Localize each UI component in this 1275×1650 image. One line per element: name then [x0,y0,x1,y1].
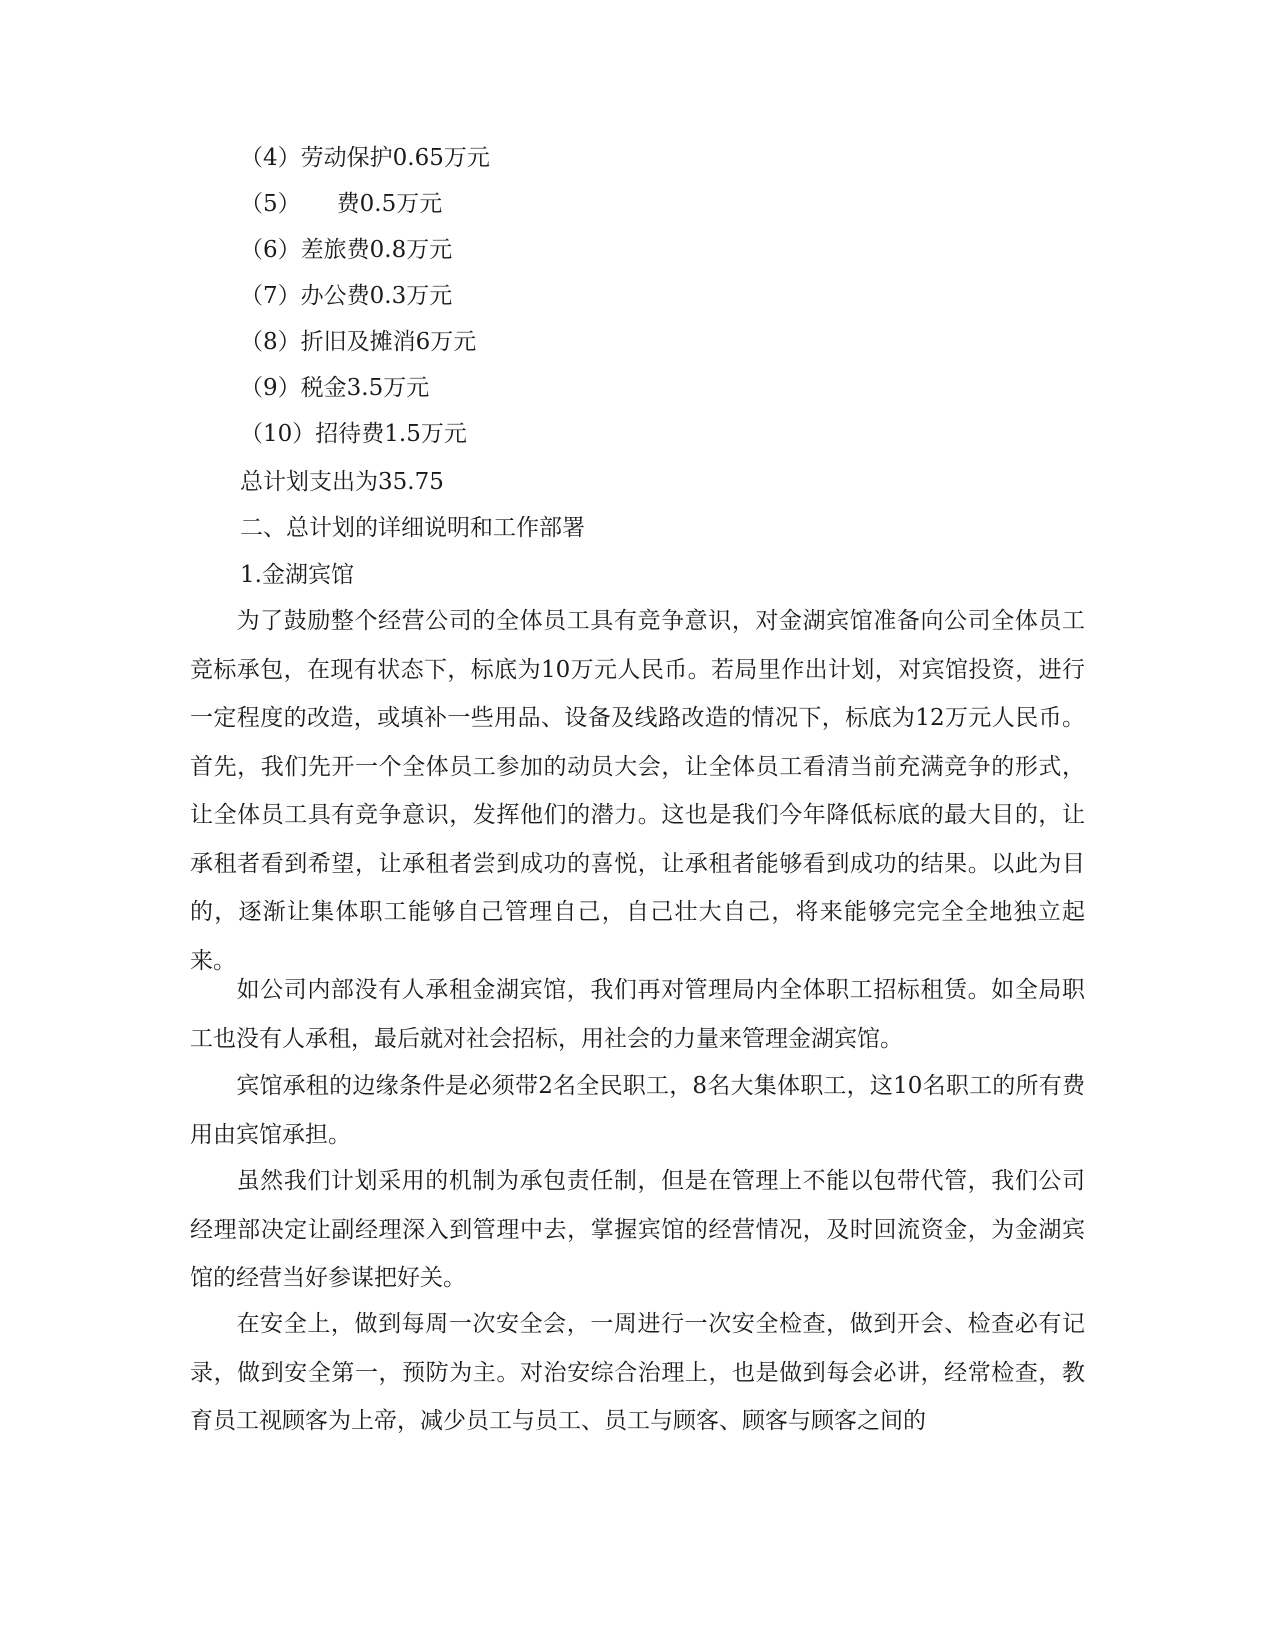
expense-item-9 [240,373,429,403]
subsection-heading: 1.金湖宾馆 [240,562,354,588]
item-number: （6） [240,237,301,263]
paragraph-text: 虽然我们计划采用的机制为承包责任制，但是在管理上不能以包带代管，我们公司经理部决定让副经理深入到管理中去，掌握宾馆的经营情况，及时回流资金，为金湖宾馆的经营当好参谋把好关。 [190,1168,1085,1291]
expense-item-10 [240,419,467,449]
item-text: 差旅费0.8万元 [300,237,453,263]
paragraph-text: 如公司内部没有人承租金湖宾馆，我们再对管理局内全体职工招标租赁。如全局职工也没有人承租，最后就对社会招标，用社会的力量来管理金湖宾馆。 [190,977,1085,1052]
item-number: （8） [240,329,301,355]
item-text: 税金3.5万元 [300,375,430,401]
paragraph-3 [190,1062,1085,1159]
paragraph-2 [190,966,1085,1063]
paragraph-text: 宾馆承租的边缘条件是必须带2名全民职工，8名大集体职工，这10名职工的所有费用由宾馆承担。 [190,1073,1085,1148]
item-text: 办公费0.3万元 [300,283,453,309]
paragraph-1 [190,597,1085,985]
item-number: （4） [240,145,301,171]
paragraph-5 [190,1300,1085,1446]
item-number: （7） [240,283,301,309]
expense-item-7 [240,281,452,311]
expense-item-5 [240,189,442,219]
item-number: （9） [240,375,301,401]
paragraph-text: 在安全上，做到每周一次安全会，一周进行一次安全检查，做到开会、检查必有记录，做到安全第一，预防为主。对治安综合治理上，也是做到每会必讲，经常检查，教育员工视顾客为上帝，减少员工与员工、员工与顾客、顾客与顾客之间的 [190,1311,1085,1434]
item-text: 招待费1.5万元 [315,421,467,447]
item-number: （10） [240,421,316,447]
expense-item-6 [240,235,452,265]
item-text: 费0.5万元 [336,191,443,217]
item-number: （5） [240,191,301,217]
section-heading: 二、总计划的详细说明和工作部署 [240,515,585,541]
paragraph-text: 为了鼓励整个经营公司的全体员工具有竞争意识，对金湖宾馆准备向公司全体员工竞标承包，在现有状态下，标底为10万元人民币。若局里作出计划，对宾馆投资，进行一定程度的改造，或填补一些用品、设备及线路改造的情况下，标底为12万元人民币。首先，我们先开一个全体员工参加的动员大会，让全体员工看清当前充满竞争的形式，让全体员工具有竞争意识，发挥他们的潜力。这也是我们今年降低标底的最大目的，让承租者看到希望，让承租者尝到成功的喜悦，让承租者能够看到成功的结果。以此为目的，逐渐让集体职工能够自己管理自己，自己壮大自己，将来能够完完全全地独立起来。 [190,608,1085,974]
total-expense-line: 总计划支出为35.75 [240,469,444,495]
paragraph-4 [190,1157,1085,1303]
expense-item-4 [240,143,490,173]
item-text: 折旧及摊消6万元 [300,329,477,355]
expense-item-8 [240,327,476,357]
item-text: 劳动保护0.65万元 [300,145,490,171]
